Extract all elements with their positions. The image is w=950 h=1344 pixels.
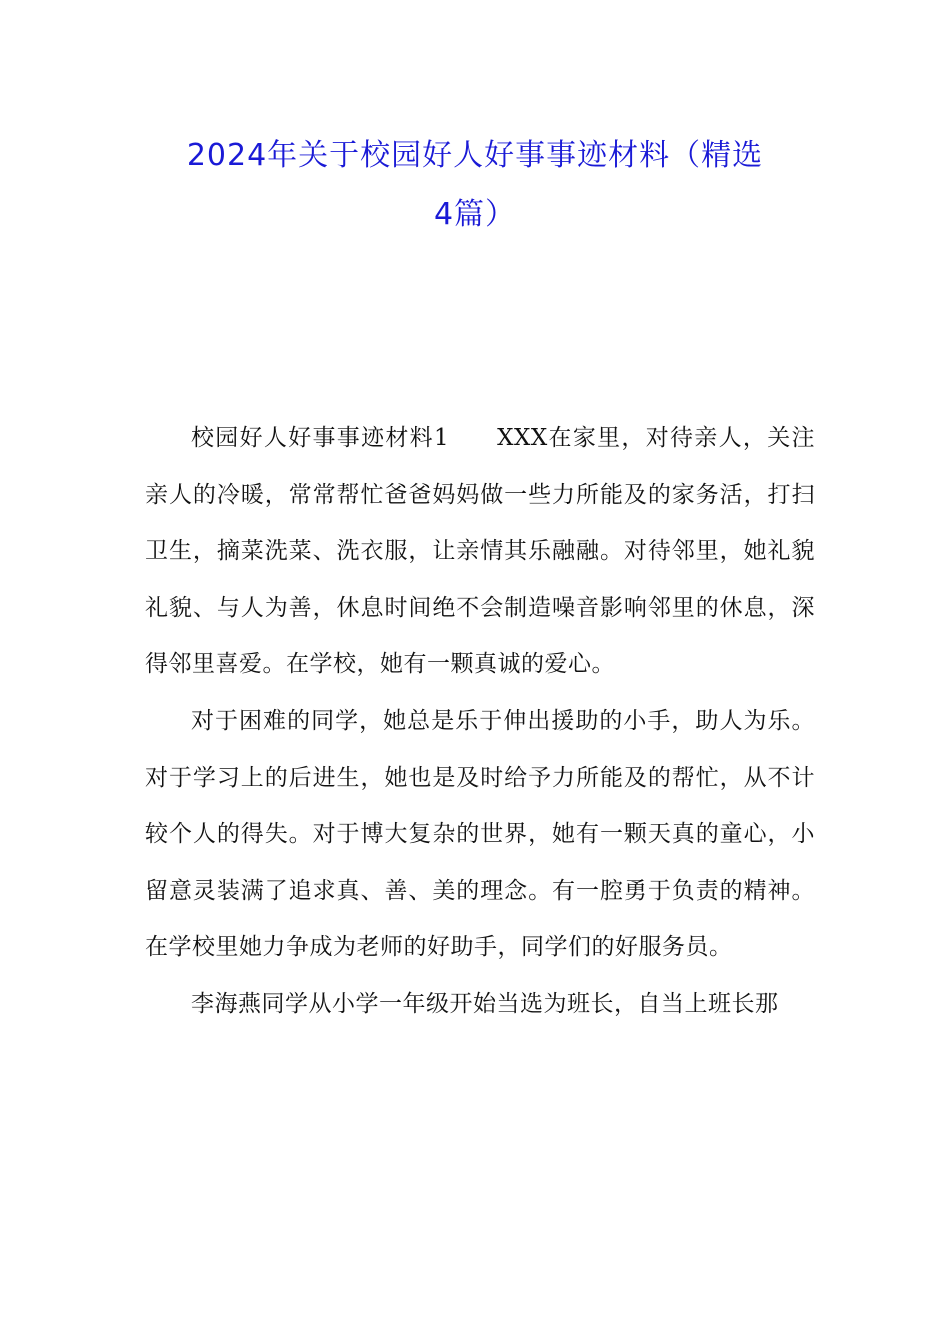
section-heading: 校园好人好事事迹材料1: [191, 425, 450, 451]
paragraph-text: 对于困难的同学，她总是乐于伸出援助的小手，助人为乐。对于学习上的后进生，她也是及时给予力所能及的帮忙，从不计较个人的得失。对于博大复杂的世界，她有一颗天真的童心，小留意灵装满了追求真、善、美的理念。有一腔勇于负责的精神。在学校里她力争成为老师的好助手，同学们的好服务员。: [145, 707, 815, 961]
document-body: [145, 410, 815, 1033]
paragraph-3: [145, 976, 815, 1033]
paragraph-text: XXX在家里，对待亲人，关注亲人的冷暖，常常帮忙爸爸妈妈做一些力所能及的家务活，打扫卫生，摘菜洗菜、洗衣服，让亲情其乐融融。对待邻里，她礼貌礼貌、与人为善，休息时间绝不会制造噪音影响邻里的休息，深得邻里喜爱。在学校，她有一颗真诚的爱心。: [145, 425, 815, 678]
paragraph-text: 李海燕同学从小学一年级开始当选为班长，自当上班长那: [191, 990, 779, 1017]
paragraph-2: [145, 693, 815, 976]
title-line-2: 4篇）: [433, 197, 517, 232]
title-line-1: 2024年关于校园好人好事事迹材料（精选: [186, 138, 764, 173]
paragraph-1: [145, 410, 815, 693]
document-title: [140, 126, 810, 244]
